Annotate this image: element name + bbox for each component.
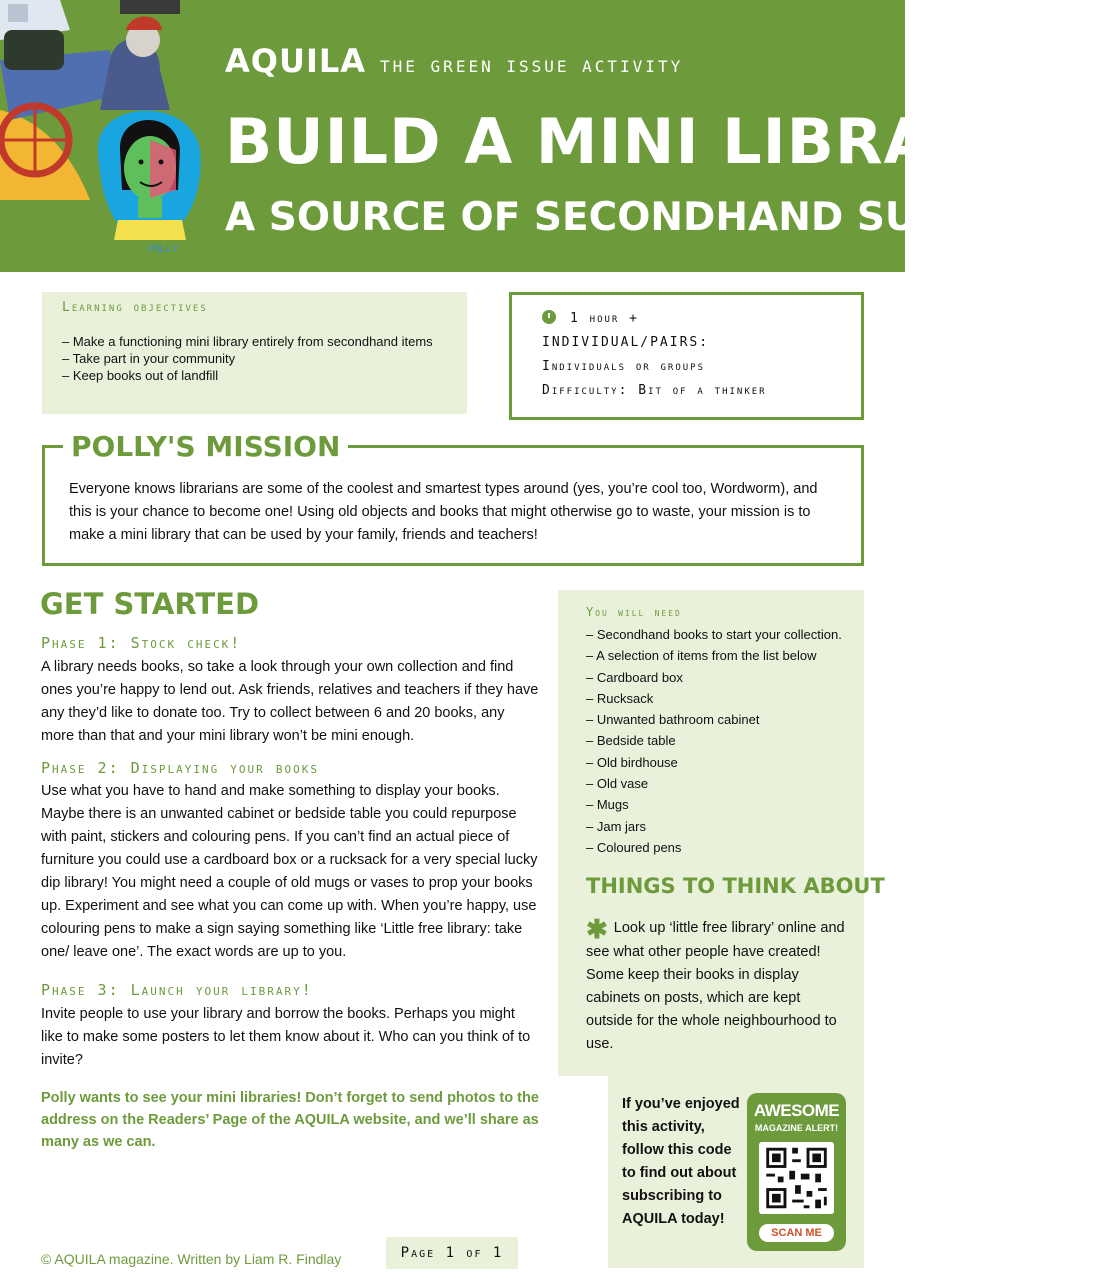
header-banner [0, 0, 1103, 272]
brand-logo: AQUILA [225, 42, 367, 80]
qr-code-icon[interactable] [759, 1142, 834, 1214]
group-label: INDIVIDUAL/PAIRS: [542, 335, 710, 350]
think-about-text-block [586, 914, 848, 1056]
phase-3-heading: Phase 3: Launch your library! [41, 981, 313, 999]
difficulty-value: Difficulty: Bit of a thinker [542, 383, 767, 398]
qr-badge[interactable] [747, 1093, 846, 1251]
think-about-heading: THINGS TO THINK ABOUT [586, 874, 885, 898]
phase-1-heading: Phase 1: Stock check! [41, 634, 242, 652]
group-value: Individuals or groups [542, 359, 706, 374]
asterisk-icon: ✱ [586, 914, 608, 944]
objective-item: – Make a functioning mini library entirely from secondhand items [62, 334, 433, 349]
list-item: – Rucksack [586, 690, 654, 706]
needs-list [586, 624, 842, 858]
list-item: – Cardboard box [586, 669, 683, 685]
footer-credit: © AQUILA magazine. Written by Liam R. Findlay [41, 1251, 342, 1267]
list-item: – Unwanted bathroom cabinet [586, 712, 760, 728]
qr-badge-title: AWESOME [753, 1101, 840, 1120]
phase-3-text: Invite people to use your library and borrow the books. Perhaps you might like to make some posters to let them know about it. Who can you think of to invite? [41, 1006, 531, 1068]
clock-icon [542, 310, 556, 324]
mission-text: Everyone knows librarians are some of the coolest and smartest types around (yes, you’re cool too, Wordworm), and this is your chance to become one! Using old objects and books that might otherwise go to waste, your mission is to make a mini library that can be used by your family, friends and teachers! [69, 481, 818, 543]
qr-badge-subtitle: MAGAZINE ALERT! [754, 1123, 839, 1133]
scan-me-button[interactable]: SCAN ME [759, 1224, 834, 1242]
list-item: – Mugs [586, 797, 629, 813]
list-item: – Old birdhouse [586, 754, 678, 770]
list-item: – Coloured pens [586, 839, 682, 855]
phase-2-heading: Phase 2: Displaying your books [41, 759, 319, 777]
page-title: BUILD A MINI LIBRARY [225, 105, 1024, 178]
mission-title: POLLY'S MISSION [63, 430, 348, 464]
get-started-heading: GET STARTED [40, 587, 260, 621]
polly-illustration [0, 0, 215, 272]
activity-info-box [509, 292, 864, 420]
phase-2-text: Use what you have to hand and make something to display your books. Maybe there is an unwanted cabinet or bedside table you could repurpose with paint, stickers and colouring pens. If you can’t find an actual piece of furniture you could use a cardboard box or a rucksack for a very special lucky dip library! You might need a couple of old mugs or vases to prop your books up. Experiment and see what you can come up with. When you’re happy, use colouring pens to make a sign saying something like ‘Little free library: take one/ leave one’. The exact words are up to you. [41, 783, 538, 960]
list-item: – Secondhand books to start your collection. [586, 627, 842, 642]
page-subtitle: A SOURCE OF SECONDHAND SURPRISES [225, 195, 1103, 240]
time-row [542, 307, 831, 331]
think-about-text: Look up ‘little free library’ online and see what other people have created! Some keep their books in display cabinets on posts, which are kept outside for the whole neighbourhood to use. [586, 920, 845, 1052]
objective-item: – Keep books out of landfill [62, 368, 219, 383]
list-item: – Jam jars [586, 818, 646, 834]
learning-objectives-box [42, 292, 467, 414]
list-item: – Bedside table [586, 733, 676, 749]
objectives-heading: Learning objectives [62, 300, 208, 315]
photo-callout: Polly wants to see your mini libraries! Don’t forget to send photos to the address on the Readers’ Page of the AQUILA website, and we’ll share as many as we can. [41, 1090, 539, 1150]
page-number: Page 1 of 1 [386, 1237, 518, 1269]
brand-row [225, 42, 683, 80]
polly-caption: POLLY [148, 244, 179, 255]
objective-item: – Take part in your community [62, 351, 236, 366]
mission-box [42, 430, 864, 566]
phase-1-text: A library needs books, so take a look through your own collection and find ones you’re happy to lend out. Ask friends, relatives and teachers if they have any they’d like to donate too. Try to collect between 6 and 20 books, any more than that and your mini library won’t be mini enough. [41, 659, 539, 744]
needs-heading: You will need [586, 605, 682, 619]
subscribe-text: If you’ve enjoyed this activity, follow this code to find out about subscribing to AQUILA today! [622, 1096, 740, 1227]
issue-label: THE GREEN ISSUE ACTIVITY [380, 57, 684, 76]
list-item: – A selection of items from the list below [586, 648, 817, 664]
list-item: – Old vase [586, 776, 649, 792]
time-value: 1 hour + [570, 311, 639, 326]
